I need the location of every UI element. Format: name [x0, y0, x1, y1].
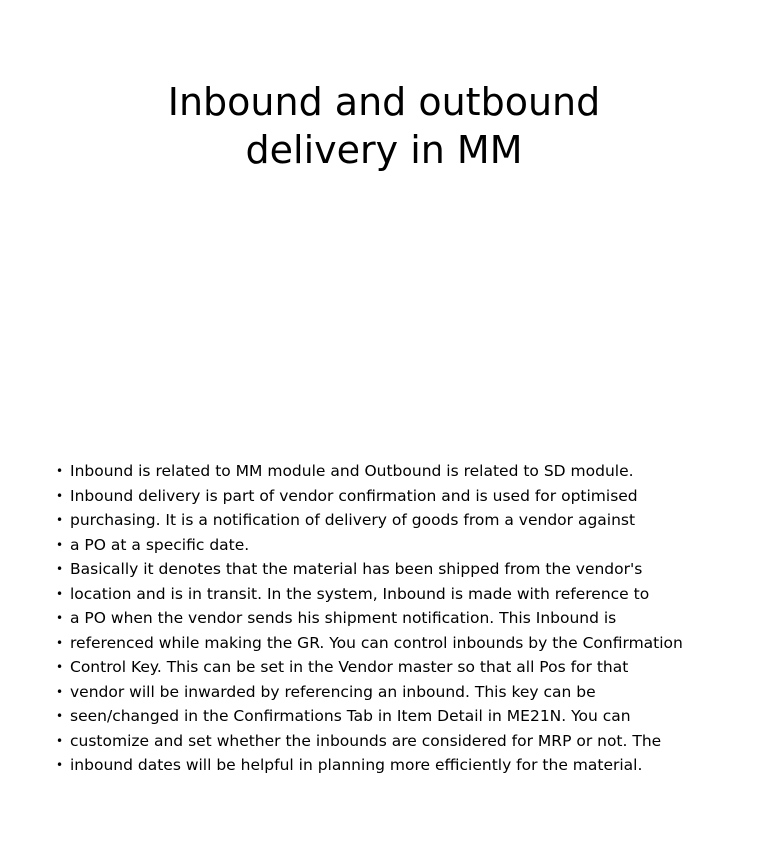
- bullet-item: • seen/changed in the Confirmations Tab in Item Detail in ME21N. You can: [56, 707, 716, 725]
- bullet-item: • Control Key. This can be set in the Vendor master so that all Pos for that: [56, 658, 716, 676]
- bullet-item: • a PO at a specific date.: [56, 536, 716, 554]
- bullet-item: • customize and set whether the inbounds are considered for MRP or not. The: [56, 732, 716, 750]
- bullet-list: [56, 462, 716, 781]
- bullet-item: • Inbound delivery is part of vendor confirmation and is used for optimised: [56, 487, 716, 505]
- bullet-item: • inbound dates will be helpful in planning more efficiently for the material.: [56, 756, 716, 774]
- bullet-item: • location and is in transit. In the system, Inbound is made with reference to: [56, 585, 716, 603]
- bullet-item: • Inbound is related to MM module and Outbound is related to SD module.: [56, 462, 716, 480]
- bullet-item: • a PO when the vendor sends his shipment notification. This Inbound is: [56, 609, 716, 627]
- bullet-item: • referenced while making the GR. You can control inbounds by the Confirmation: [56, 634, 716, 652]
- bullet-item: • vendor will be inwarded by referencing an inbound. This key can be: [56, 683, 716, 701]
- bullet-item: • Basically it denotes that the material has been shipped from the vendor's: [56, 560, 716, 578]
- bullet-item: • purchasing. It is a notification of delivery of goods from a vendor against: [56, 511, 716, 529]
- slide-title: Inbound and outbound delivery in MM: [167, 80, 601, 172]
